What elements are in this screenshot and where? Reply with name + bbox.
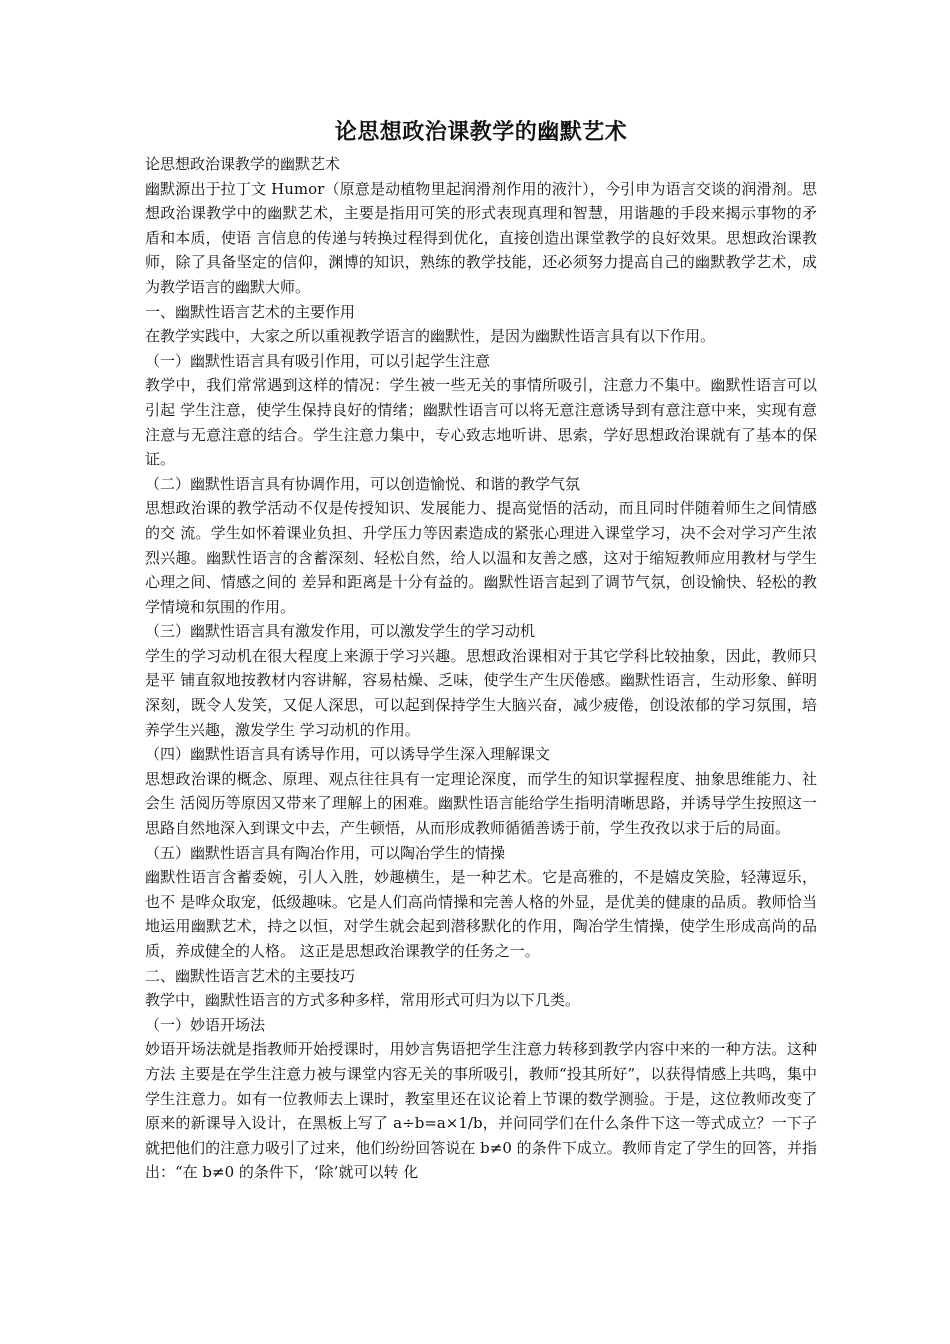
document-body — [145, 152, 817, 1185]
document-title: 论思想政治课教学的幽默艺术 — [334, 120, 628, 145]
intro-paragraph: 幽默源出于拉丁文 Humor（原意是动植物里起润滑剂作用的液汁），今引申为语言交谈的润滑剂。思想政治课教学中的幽默艺术，主要是指用可笑的形式表现真理和智慧，用谐趣的手段来揭示事物的矛盾和本质，使语 言信息的传递与转换过程得到优化，直接创造出课堂教学的良好效果。思想政治课教师，除了具备坚定的信仰，渊博的知识，熟练的教学技能，还必须努力提高自己的幽默教学艺术，成为教学语言的幽默大师。 — [145, 179, 817, 296]
section-1-5-heading: （五）幽默性语言具有陶冶作用，可以陶冶学生的情操 — [145, 843, 506, 862]
section-2-intro: 教学中，幽默性语言的方式多种多样，常用形式可归为以下几类。 — [145, 991, 581, 1010]
section-2-1-paragraph: 妙语开场法就是指教师开始授课时，用妙言隽语把学生注意力转移到教学内容中来的一种方法。这种方法 主要是在学生注意力被与课堂内容无关的事所吸引，教师“投其所好”，以获得情感上共鸣，集中学生注意力。如有一位教师去上课时，教室里还在议论着上节课的数学测验。于是，这位教师改变了原来的新课导入设计，在黑板上写了 a÷b=a×1/b，并问同学们在什么条件下这一等式成立？一下子就把他们的注意力吸引了过来，他们纷纷回答说在 b≠0 的条件下成立。教师肯定了学生的回答，并指出：“在 b≠0 的条件下，‘除’就可以转 化 — [145, 1040, 817, 1182]
section-1-1-paragraph: 教学中，我们常常遇到这样的情况：学生被一些无关的事情所吸引，注意力不集中。幽默性语言可以引起 学生注意，使学生保持良好的情绪；幽默性语言可以将无意注意诱导到有意注意中来，实现有意注意与无意注意的结合。学生注意力集中，专心致志地听讲、思索，学好思想政治课就有了基本的保证。 — [145, 376, 817, 469]
section-1-4-paragraph: 思想政治课的概念、原理、观点往往具有一定理论深度，而学生的知识掌握程度、抽象思维能力、社会生 活阅历等原因又带来了理解上的困难。幽默性语言能给学生指明清晰思路，并诱导学生按照这一思路自然地深入到课文中去，产生顿悟，从而形成教师循循善诱于前，学生孜孜以求于后的局面。 — [145, 769, 817, 838]
section-2-heading: 二、幽默性语言艺术的主要技巧 — [145, 966, 356, 985]
section-1-2-paragraph: 思想政治课的教学活动不仅是传授知识、发展能力、提高觉悟的活动，而且同时伴随着师生之间情感的交 流。学生如怀着课业负担、升学压力等因素造成的紧张心理进入课堂学习，决不会对学习产生浓烈兴趣。幽默性语言的含蓄深刻、轻松自然，给人以温和友善之感，这对于缩短教师应用教材与学生心理之间、情感之间的 差异和距离是十分有益的。幽默性语言起到了调节气氛，创设愉快、轻松的教学情境和氛围的作用。 — [145, 499, 817, 616]
section-1-3-paragraph: 学生的学习动机在很大程度上来源于学习兴趣。思想政治课相对于其它学科比较抽象，因此，教师只是平 铺直叙地按教材内容讲解，容易枯燥、乏味，使学生产生厌倦感。幽默性语言，生动形象、鲜明深刻，既令人发笑，又促人深思，可以起到保持学生大脑兴奋，减少疲倦，创设浓郁的学习氛围，培养学生兴趣，激发学生 学习动机的作用。 — [145, 646, 817, 739]
section-1-2-heading: （二）幽默性语言具有协调作用，可以创造愉悦、和谐的教学气氛 — [145, 474, 581, 493]
section-1-3-heading: （三）幽默性语言具有激发作用，可以激发学生的学习动机 — [145, 622, 536, 641]
section-1-intro: 在教学实践中，大家之所以重视教学语言的幽默性，是因为幽默性语言具有以下作用。 — [145, 327, 716, 346]
section-2-1-heading: （一）妙语开场法 — [145, 1015, 266, 1034]
subtitle: 论思想政治课教学的幽默艺术 — [145, 155, 341, 173]
section-1-5-paragraph: 幽默性语言含蓄委婉，引人入胜，妙趣横生，是一种艺术。它是高雅的，不是嬉皮笑脸，轻薄逗乐，也不 是哗众取宠，低级趣味。它是人们高尚情操和完善人格的外显，是优美的健康的品质。教师恰当地运用幽默艺术，持之以恒，对学生就会起到潜移默化的作用，陶冶学生情操，使学生形成高尚的品质，养成健全的人格。 这正是思想政治课教学的任务之一。 — [145, 868, 817, 960]
section-1-4-heading: （四）幽默性语言具有诱导作用，可以诱导学生深入理解课文 — [145, 745, 551, 764]
document-page — [145, 118, 817, 1185]
section-1-heading: 一、幽默性语言艺术的主要作用 — [145, 302, 356, 321]
section-1-1-heading: （一）幽默性语言具有吸引作用，可以引起学生注意 — [145, 351, 491, 370]
